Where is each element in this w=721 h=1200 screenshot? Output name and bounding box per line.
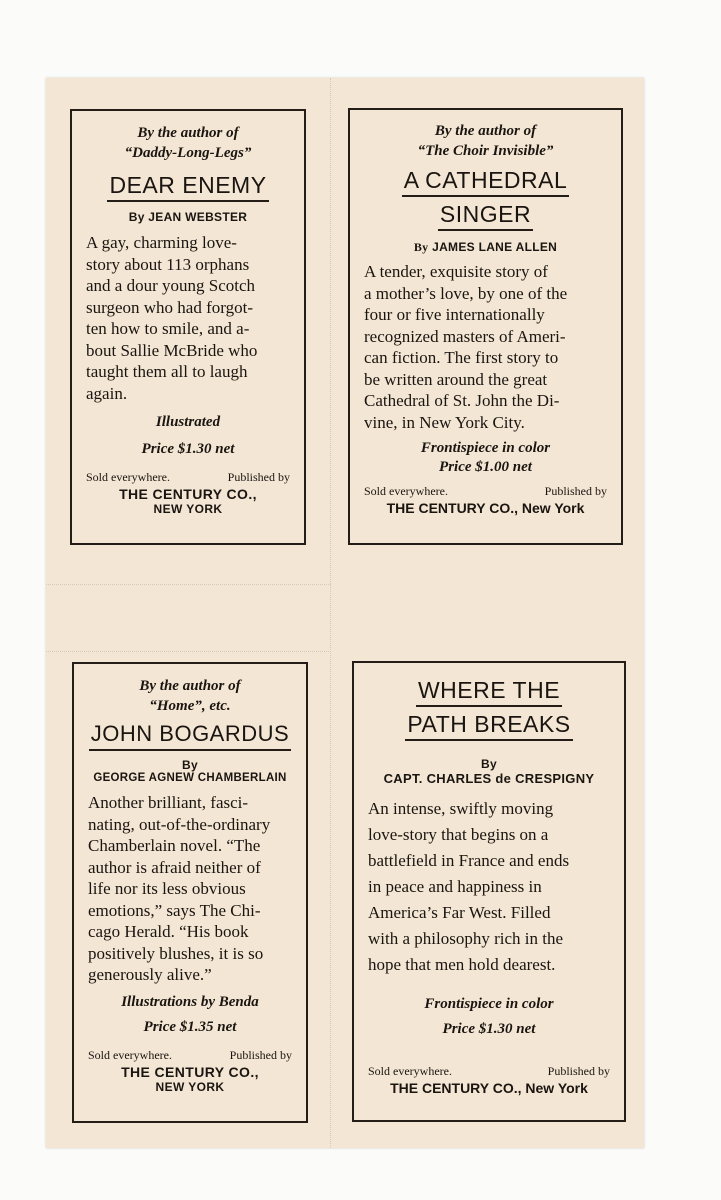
publisher-name: THE CENTURY CO., bbox=[121, 1063, 259, 1080]
price: Price $1.00 net bbox=[439, 459, 532, 475]
desc-line: battlefield in France and ends bbox=[368, 851, 570, 870]
publisher-name: THE CENTURY CO., bbox=[119, 486, 257, 502]
illustration-note: Illustrated bbox=[155, 414, 221, 430]
desc-line: Chamberlain novel. “The bbox=[88, 836, 261, 855]
book-ad-where-the-path-breaks bbox=[352, 661, 626, 1122]
sold-row bbox=[88, 1048, 292, 1063]
author-name: GEORGE AGNEW CHAMBERLAIN bbox=[93, 772, 287, 784]
sold-everywhere: Sold everywhere. bbox=[88, 1047, 172, 1062]
author-name: CAPT. CHARLES de CRESPIGNY bbox=[383, 771, 595, 786]
byline-label: By the author of bbox=[137, 125, 239, 141]
desc-line: can fiction. The first story to bbox=[364, 348, 559, 367]
price: Price $1.30 net bbox=[442, 1021, 536, 1037]
desc-line: emotions,” says The Chi- bbox=[88, 900, 261, 920]
desc-line: bout Sallie McBride who bbox=[86, 340, 258, 360]
sold-everywhere: Sold everywhere. bbox=[86, 470, 170, 484]
description bbox=[364, 261, 607, 433]
desc-line: story about 113 orphans bbox=[86, 254, 250, 274]
description bbox=[86, 232, 290, 404]
book-title-line-2: PATH BREAKS bbox=[405, 709, 572, 741]
book-ad-john-bogardus bbox=[72, 662, 308, 1123]
book-title-line-1: A CATHEDRAL bbox=[402, 165, 570, 197]
desc-line: four or five internationally bbox=[364, 305, 545, 324]
desc-line: a mother’s love, by one of the bbox=[364, 283, 568, 303]
author-by: By bbox=[182, 758, 198, 772]
description bbox=[88, 792, 292, 986]
author-line bbox=[360, 240, 611, 255]
desc-line: and a dour young Scotch bbox=[86, 276, 256, 295]
perforation-horizontal-lower bbox=[46, 651, 331, 652]
perforation-horizontal-upper bbox=[46, 584, 331, 585]
illustration-note: Frontispiece in color bbox=[420, 440, 551, 456]
price: Price $1.35 net bbox=[143, 1018, 237, 1035]
byline-label: By the author of bbox=[139, 678, 241, 694]
publisher-city: NEW YORK bbox=[153, 502, 223, 516]
desc-line: hope that men hold dearest. bbox=[368, 955, 556, 974]
desc-line: Another brilliant, fasci- bbox=[88, 793, 249, 812]
perforation-vertical bbox=[330, 78, 331, 1148]
desc-line: nating, out-of-the-ordinary bbox=[88, 814, 271, 834]
desc-line: again. bbox=[86, 383, 128, 403]
desc-line: love-story that begins on a bbox=[368, 825, 549, 844]
sold-everywhere: Sold everywhere. bbox=[364, 484, 448, 498]
book-title-line-2: SINGER bbox=[438, 199, 533, 231]
desc-line: positively blushes, it is so bbox=[88, 943, 264, 963]
book-title-line-1: WHERE THE bbox=[416, 675, 562, 707]
author-by: By bbox=[481, 757, 497, 771]
sold-row bbox=[368, 1064, 610, 1079]
author-line: By JEAN WEBSTER bbox=[128, 210, 248, 224]
published-by: Published by bbox=[544, 484, 607, 498]
book-ad-dear-enemy bbox=[70, 109, 306, 545]
desc-line: A gay, charming love- bbox=[86, 233, 237, 252]
desc-line: cago Herald. “His book bbox=[88, 922, 249, 941]
author-by: By bbox=[413, 240, 429, 254]
sold-row bbox=[86, 470, 290, 485]
publisher-name: THE CENTURY CO., New York bbox=[386, 500, 585, 516]
desc-line: in peace and happiness in bbox=[368, 877, 542, 896]
published-by: Published by bbox=[227, 470, 290, 484]
byline-work: “Daddy-Long-Legs” bbox=[124, 145, 252, 161]
illustration-note: Illustrations by Benda bbox=[121, 993, 259, 1010]
desc-line: A tender, exquisite story of bbox=[364, 262, 548, 281]
desc-line: be written around the great bbox=[364, 369, 548, 389]
desc-line: Cathedral of St. John the Di- bbox=[364, 391, 560, 410]
publisher-city: NEW YORK bbox=[155, 1079, 225, 1094]
publisher-name: THE CENTURY CO., New York bbox=[390, 1080, 588, 1096]
desc-line: life nor its less obvious bbox=[88, 879, 246, 898]
author-name: JAMES LANE ALLEN bbox=[432, 240, 558, 254]
sold-row bbox=[364, 484, 607, 499]
sold-everywhere: Sold everywhere. bbox=[368, 1064, 452, 1078]
published-by: Published by bbox=[229, 1047, 292, 1062]
desc-line: author is afraid neither of bbox=[88, 857, 261, 877]
desc-line: vine, in New York City. bbox=[364, 412, 525, 432]
desc-line: America’s Far West. Filled bbox=[368, 903, 551, 922]
byline-label: By the author of bbox=[434, 123, 537, 139]
desc-line: generously alive.” bbox=[88, 965, 212, 984]
desc-line: An intense, swiftly moving bbox=[368, 799, 554, 818]
book-ad-a-cathedral-singer bbox=[348, 108, 623, 545]
book-title: DEAR ENEMY bbox=[107, 170, 268, 202]
description bbox=[368, 796, 610, 978]
desc-line: surgeon who had forgot- bbox=[86, 297, 253, 317]
desc-line: taught them all to laugh bbox=[86, 362, 248, 381]
published-by: Published by bbox=[547, 1064, 610, 1078]
price: Price $1.30 net bbox=[141, 441, 235, 457]
desc-line: recognized masters of Ameri- bbox=[364, 326, 566, 346]
desc-line: ten how to smile, and a- bbox=[86, 319, 250, 338]
book-title: JOHN BOGARDUS bbox=[89, 719, 291, 751]
byline-work: “Home”, etc. bbox=[149, 698, 231, 714]
byline-work: “The Choir Invisible” bbox=[417, 143, 554, 159]
illustration-note: Frontispiece in color bbox=[424, 996, 554, 1012]
desc-line: with a philosophy rich in the bbox=[368, 929, 564, 948]
